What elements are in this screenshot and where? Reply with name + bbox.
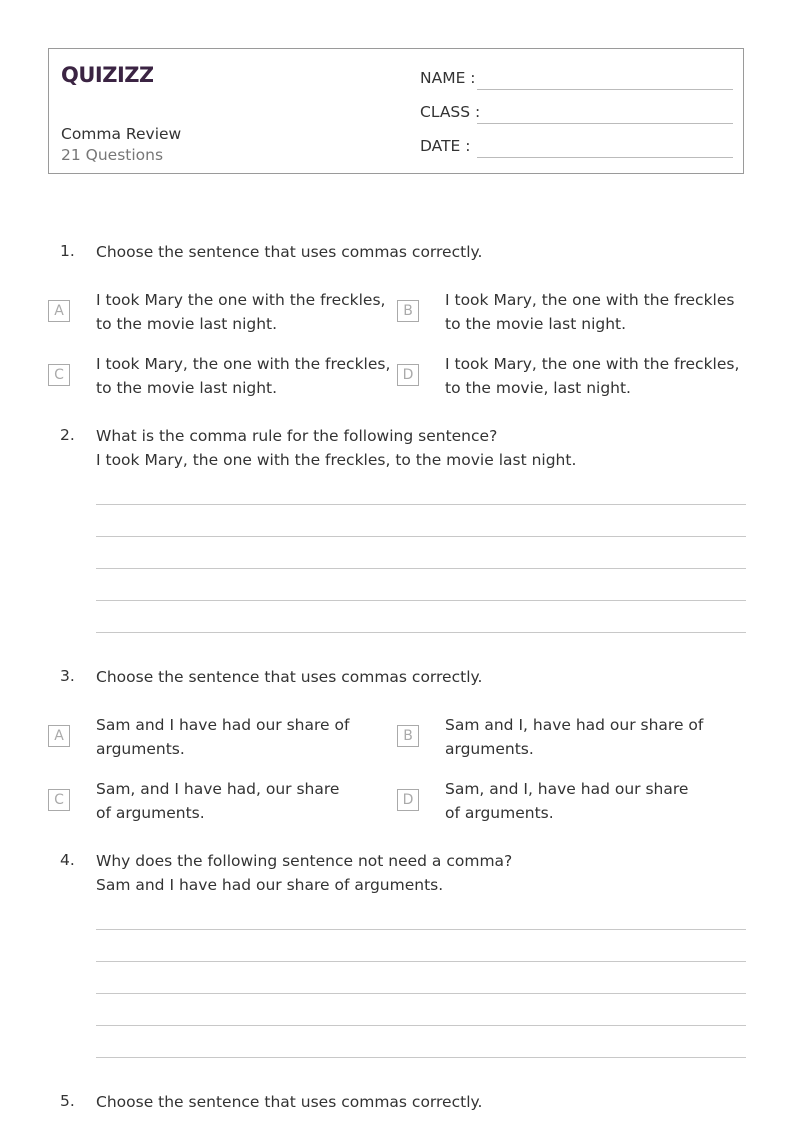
answer-line[interactable] xyxy=(96,961,746,962)
date-line[interactable] xyxy=(477,157,733,158)
option-a-text: Sam and I have had our share of arguments. xyxy=(96,716,350,758)
question-5-number: 5. xyxy=(60,1092,75,1110)
name-line[interactable] xyxy=(477,89,733,90)
question-1-number: 1. xyxy=(60,242,75,260)
worksheet-header xyxy=(48,48,744,174)
answer-line[interactable] xyxy=(96,568,746,569)
option-b-text: I took Mary, the one with the freckles to the movie last night. xyxy=(445,291,735,333)
question-2-sentence: I took Mary, the one with the freckles, to the movie last night. xyxy=(96,451,577,469)
question-3-text: Choose the sentence that uses commas correctly. xyxy=(96,668,483,686)
option-c-text: Sam, and I have had, our share of arguments. xyxy=(96,780,340,822)
question-4-sentence: Sam and I have had our share of arguments. xyxy=(96,876,444,894)
question-5-text: Choose the sentence that uses commas correctly. xyxy=(96,1093,483,1111)
question-4-number: 4. xyxy=(60,851,75,869)
question-2-text: What is the comma rule for the following sentence? xyxy=(96,427,498,445)
answer-line[interactable] xyxy=(96,536,746,537)
option-a-box[interactable]: A xyxy=(48,300,70,322)
date-label: DATE : xyxy=(420,137,471,155)
option-a-text: I took Mary the one with the freckles, to the movie last night. xyxy=(96,291,386,333)
name-label: NAME : xyxy=(420,69,476,87)
class-label: CLASS : xyxy=(420,103,481,121)
answer-line[interactable] xyxy=(96,504,746,505)
worksheet-title: Comma Review xyxy=(61,125,182,143)
answer-line[interactable] xyxy=(96,1025,746,1026)
answer-line[interactable] xyxy=(96,632,746,633)
option-d-box[interactable]: D xyxy=(397,364,419,386)
option-b-text: Sam and I, have had our share of arguments. xyxy=(445,716,704,758)
option-c-box[interactable]: C xyxy=(48,364,70,386)
answer-line[interactable] xyxy=(96,993,746,994)
question-2-number: 2. xyxy=(60,426,75,444)
question-1-text: Choose the sentence that uses commas correctly. xyxy=(96,243,483,261)
option-c-text: I took Mary, the one with the freckles, to the movie last night. xyxy=(96,355,391,397)
answer-line[interactable] xyxy=(96,1057,746,1058)
question-3-number: 3. xyxy=(60,667,75,685)
class-line[interactable] xyxy=(477,123,733,124)
option-c-box[interactable]: C xyxy=(48,789,70,811)
option-d-text: Sam, and I, have had our share of arguments. xyxy=(445,780,689,822)
quizizz-logo xyxy=(61,59,153,93)
option-a-box[interactable]: A xyxy=(48,725,70,747)
question-count: 21 Questions xyxy=(61,146,164,164)
quizizz-logo-mark xyxy=(61,59,153,89)
answer-line[interactable] xyxy=(96,929,746,930)
answer-line[interactable] xyxy=(96,600,746,601)
option-b-box[interactable]: B xyxy=(397,300,419,322)
question-4-text: Why does the following sentence not need a comma? xyxy=(96,852,513,870)
option-b-box[interactable]: B xyxy=(397,725,419,747)
brand-name: QUIZIZZ xyxy=(61,63,153,87)
option-d-text: I took Mary, the one with the freckles, to the movie, last night. xyxy=(445,355,740,397)
option-d-box[interactable]: D xyxy=(397,789,419,811)
